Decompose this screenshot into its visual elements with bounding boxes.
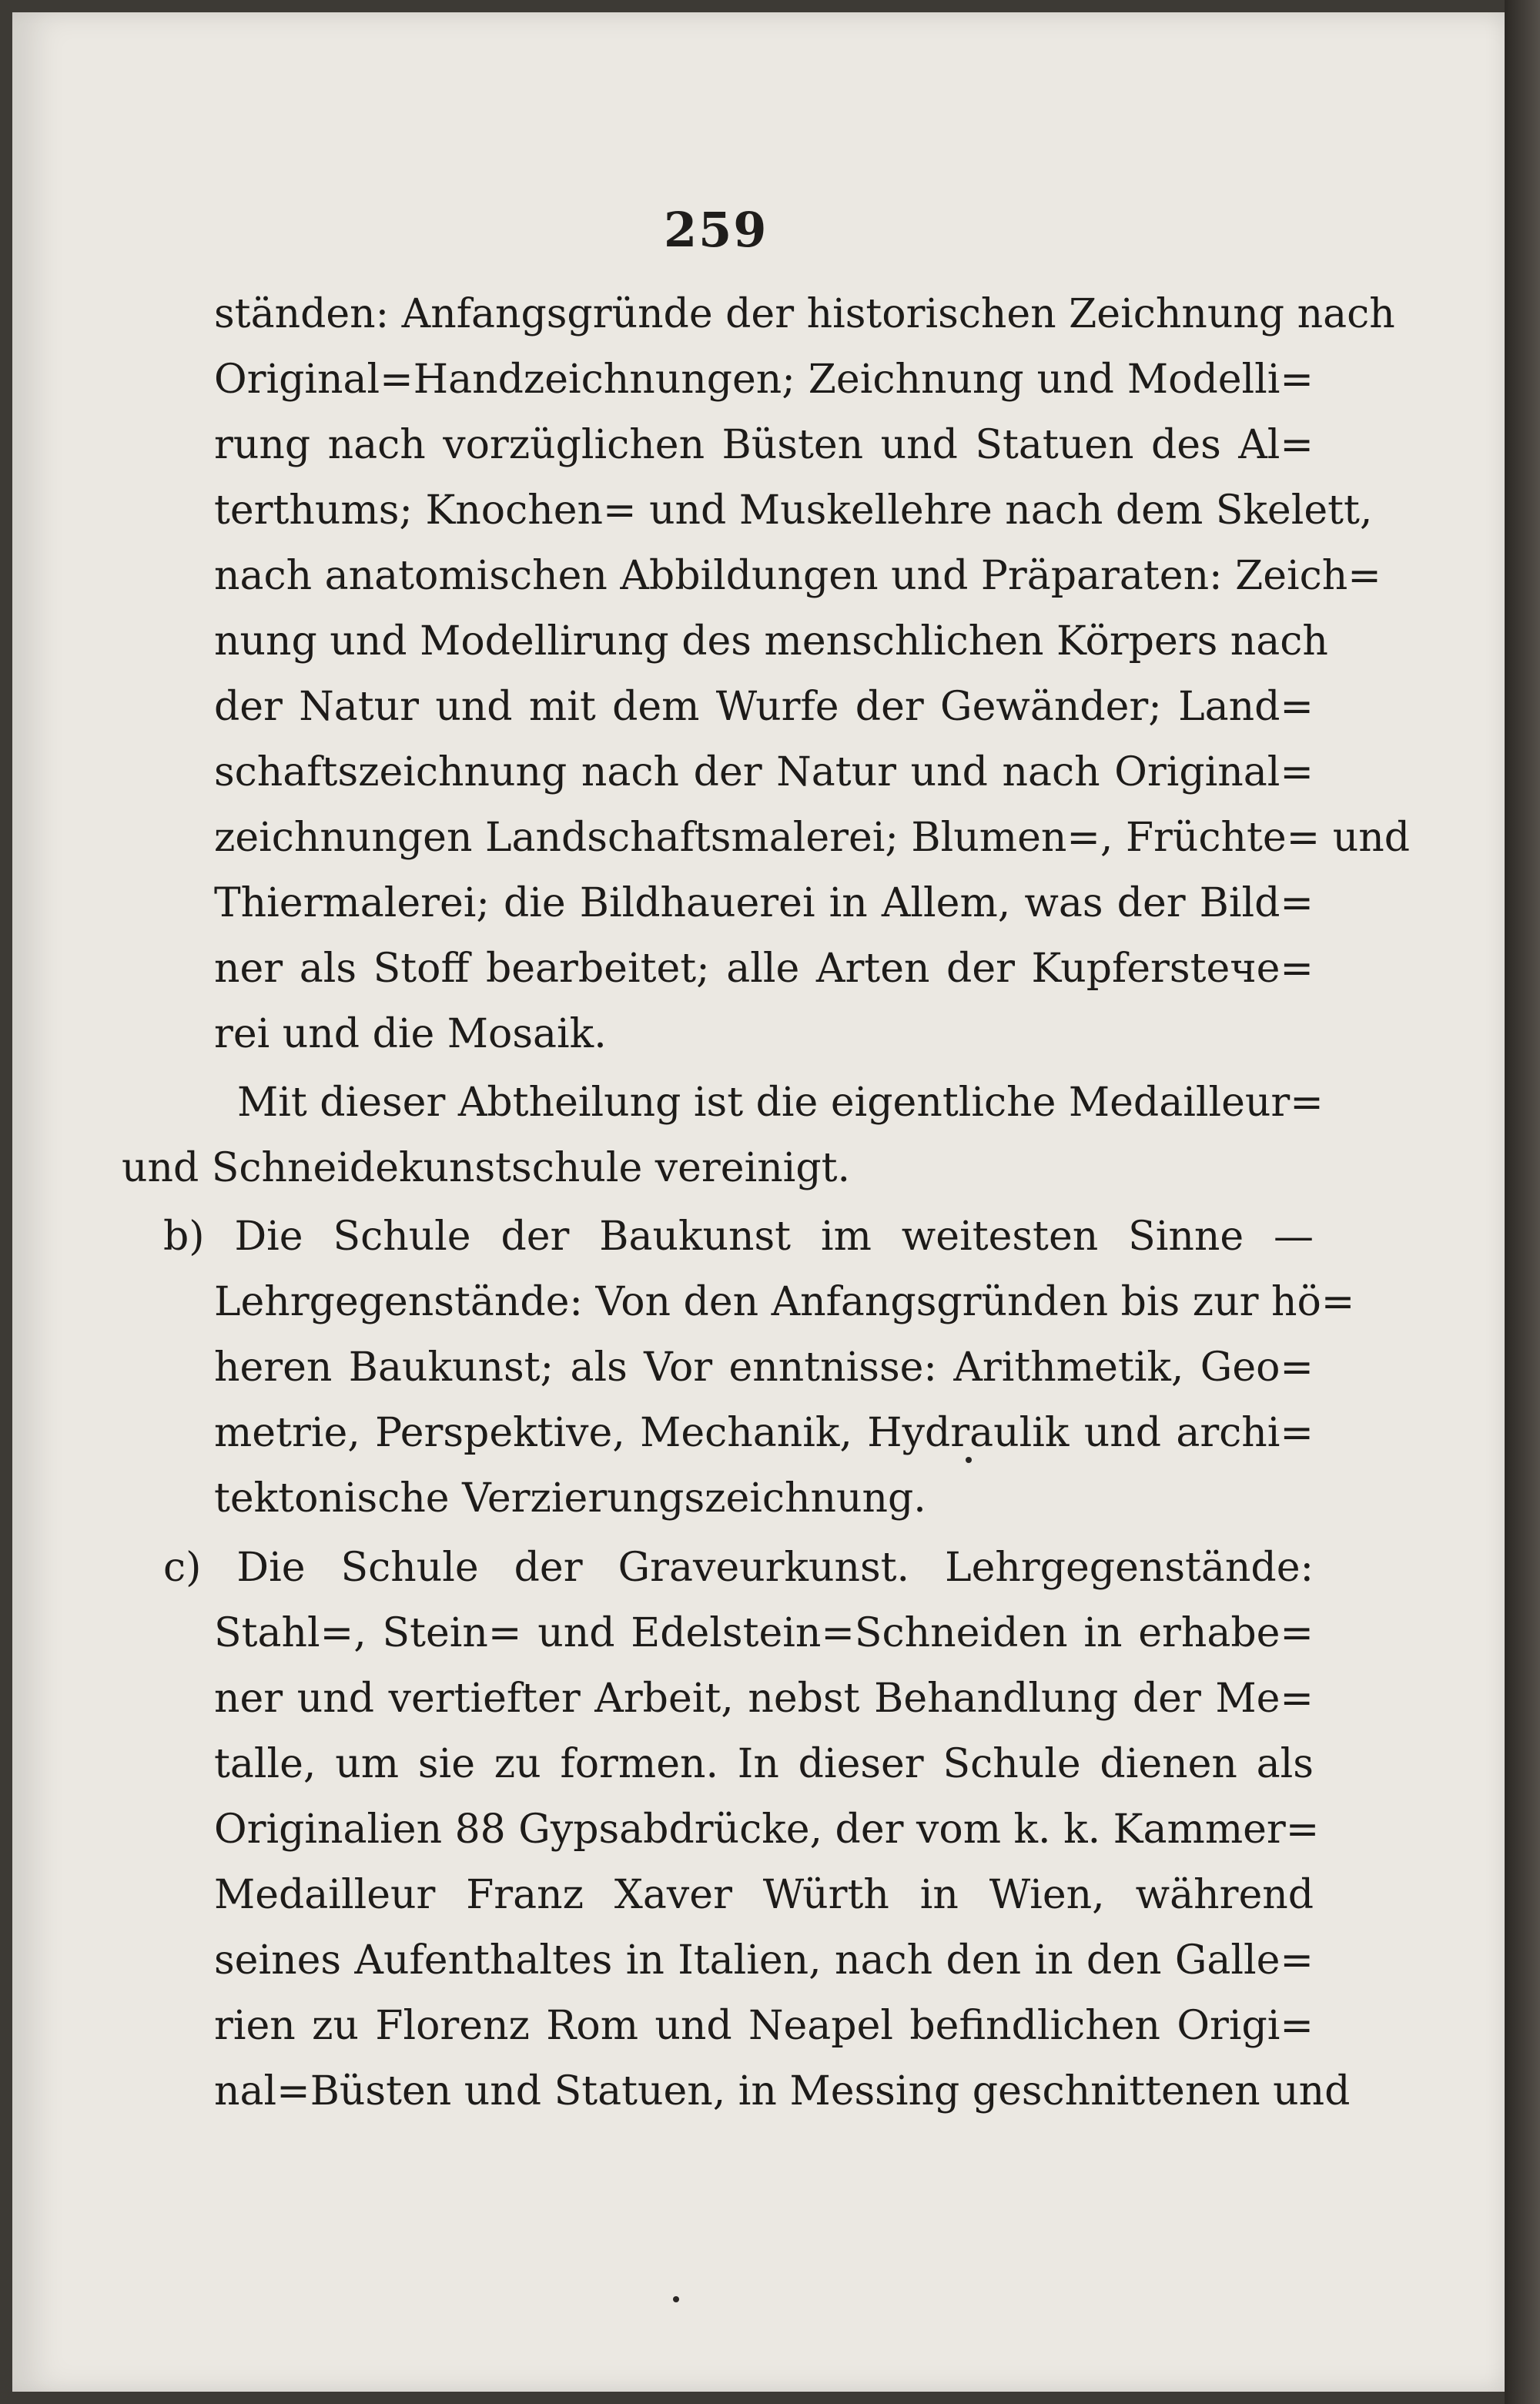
text-line: Mit dieser Abtheilung ist die eigentliche Medailleur= [237,1080,1324,1126]
text-line: nach anatomischen Abbildungen und Präparaten: Zeich= [214,553,1381,599]
text-line: schaftszeichnung nach der Natur und nach Original= [214,749,1314,795]
text-line: Original=Handzeichnungen; Zeichnung und Modelli= [214,357,1314,403]
text-line: der Natur und mit dem Wurfe der Gewänder; Land= [214,684,1314,730]
text-line: rien zu Florenz Rom und Neapel befindlichen Origi= [214,2003,1314,2049]
text-line: nal=Büsten und Statuen, in Messing geschnittenen und [214,2068,1351,2114]
text-line: ner als Stoff bearbeitet; alle Arten der Kupferstече= [214,946,1314,992]
text-line: terthums; Knochen= und Muskellehre nach dem Skelett, [214,487,1373,534]
text-line: ner und vertiefter Arbeit, nebst Behandlung der Me= [214,1676,1314,1722]
text-line: Stahl=, Stein= und Edelstein=Schneiden in erhabe= [214,1610,1314,1656]
text-line: Medailleur Franz Xaver Würth in Wien, während [214,1872,1314,1918]
text-line: rung nach vorzüglichen Büsten und Statuen des Al= [214,422,1314,468]
text-line: rei und die Mosaik. [214,1011,607,1057]
page-number: 259 [664,202,768,258]
ink-speck [966,1457,972,1463]
text-line: Originalien 88 Gypsabdrücke, der vom k. k. Kammer= [214,1806,1320,1853]
text-line: b) Die Schule der Baukunst im weitesten Sinne — [163,1214,1314,1260]
text-line: ständen: Anfangsgründe der historischen Zeichnung nach [214,291,1395,337]
text-line: nung und Modellirung des menschlichen Körpers nach [214,618,1328,665]
text-line: metrie, Perspektive, Mechanik, Hydraulik und archi= [214,1410,1314,1456]
text-line: Lehrgegenstände: Von den Anfangsgründen bis zur hö= [214,1279,1355,1325]
book-edge [1505,0,1540,2404]
text-line: seines Aufenthaltes in Italien, nach den in den Galle= [214,1937,1314,1984]
text-line: heren Baukunst; als Vor enntnisse: Arithmetik, Geo= [214,1344,1314,1391]
ink-speck [673,2296,679,2302]
text-line: Thiermalerei; die Bildhauerei in Allem, was der Bild= [214,880,1314,926]
text-line: und Schneidekunstschule vereinigt. [122,1145,851,1191]
text-line: c) Die Schule der Graveurkunst. Lehrgegenstände: [163,1545,1314,1591]
text-line: tektonische Verzierungszeichnung. [214,1475,926,1522]
book-page [12,12,1505,2392]
text-line: zeichnungen Landschaftsmalerei; Blumen=, Früchte= und [214,815,1411,861]
text-line: talle, um sie zu formen. In dieser Schule dienen als [214,1741,1314,1787]
